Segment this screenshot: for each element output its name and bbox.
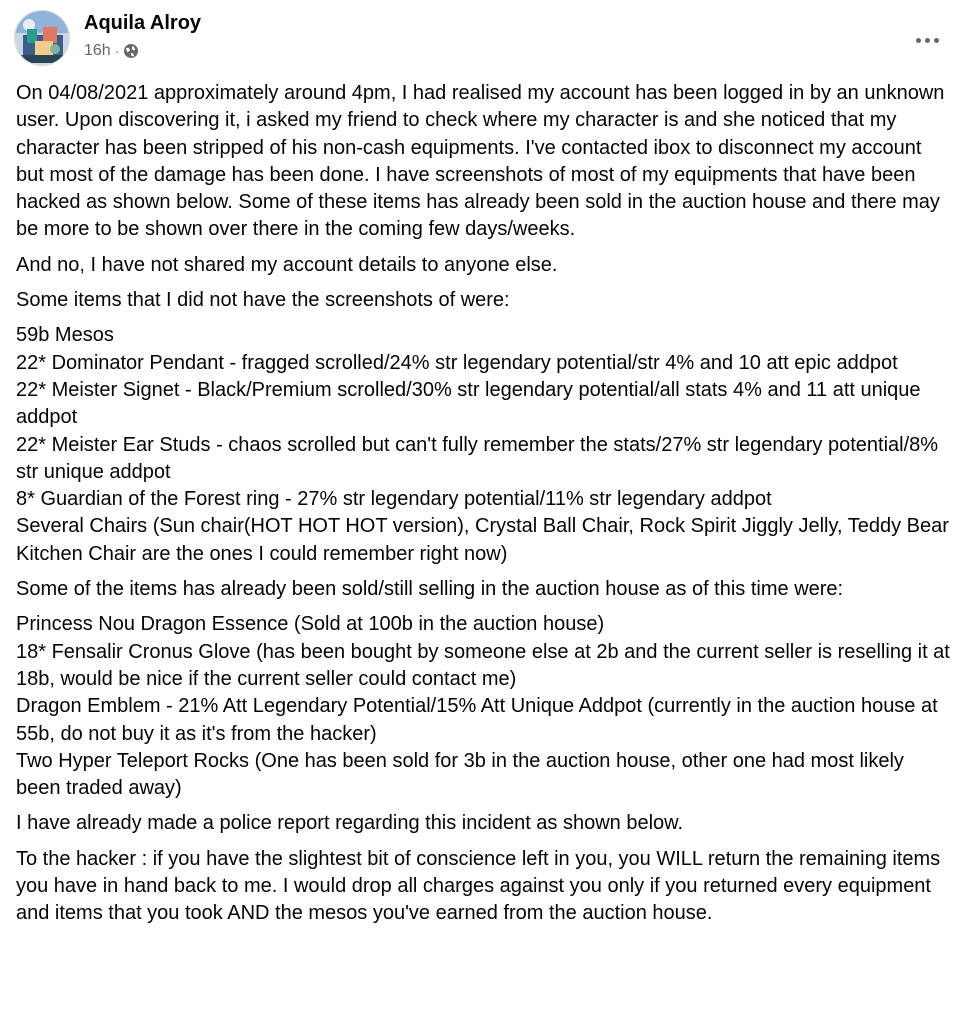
more-options-icon[interactable] [909, 22, 945, 58]
paragraph-police-report: I have already made a police report regarding this incident as shown below. [16, 812, 684, 835]
meta-separator: · [114, 43, 120, 59]
author-name[interactable]: Aquila Alroy [84, 12, 202, 34]
globe-icon[interactable] [123, 43, 139, 59]
avatar-image [15, 11, 70, 66]
list-item: 22* Meister Signet - Black/Premium scrolled/30% str legendary potential/all stats 4% and 11 att unique addpot [16, 378, 921, 429]
list-item: Dragon Emblem - 21% Att Legendary Potential/15% Att Unique Addpot (currently in the auction house at 55b, do not buy it as it's from the hacker) [16, 695, 938, 745]
paragraph-sold-intro: Some of the items has already been sold/still selling in the auction house as of this time were: [16, 578, 844, 601]
post-time[interactable]: 16h [84, 42, 111, 59]
paragraph-no-sharing: And no, I have not shared my account details to anyone else. [16, 253, 558, 276]
list-item: Princess Nou Dragon Essence (Sold at 100b in the auction house) [16, 613, 605, 636]
list-item: 22* Dominator Pendant - fragged scrolled/24% str legendary potential/str 4% and 10 att epic addpot [16, 351, 898, 374]
post-meta [84, 42, 139, 60]
post-header [14, 10, 955, 70]
avatar[interactable] [14, 10, 70, 66]
list-item: Several Chairs (Sun chair(HOT HOT HOT version), Crystal Ball Chair, Rock Spirit Jiggly Jelly, Teddy Bear Kitchen Chair are the ones I could remember right now) [16, 515, 949, 565]
paragraph-incident: On 04/08/2021 approximately around 4pm, I had realised my account has been logged in by an unknown user. Upon discovering it, i asked my friend to check where my character is and she noticed that my character has been stripped of his non-cash equipments. I've contacted ibox to disconnect my account but most of the damage has been done. I have screenshots of most of my equipments that have been hacked as shown below. Some of these items has already been sold in the auction house and there may be more to be shown over there in the coming few days/weeks. [16, 82, 945, 241]
list-item: 59b Mesos [16, 324, 114, 347]
paragraph-to-hacker: To the hacker : if you have the slightest bit of conscience left in you, you WILL return the remaining items you have in hand back to me. I would drop all charges against you only if you returned every equipment and items that you took AND the mesos you've earned from the auction house. [16, 847, 941, 925]
list-item: Two Hyper Teleport Rocks (One has been sold for 3b in the auction house, other one had most likely been traded away) [16, 749, 904, 800]
list-item: 8* Guardian of the Forest ring - 27% str legendary potential/11% str legendary addpot [16, 488, 772, 511]
list-item: 18* Fensalir Cronus Glove (has been bought by someone else at 2b and the current seller is reselling it at 18b, would be nice if the current seller could contact me) [16, 640, 950, 690]
list-item: 22* Meister Ear Studs - chaos scrolled but can't fully remember the stats/27% str legendary potential/8% str unique addpot [16, 433, 939, 483]
post-body [16, 80, 951, 936]
paragraph-items-intro: Some items that I did not have the screenshots of were: [16, 289, 510, 312]
